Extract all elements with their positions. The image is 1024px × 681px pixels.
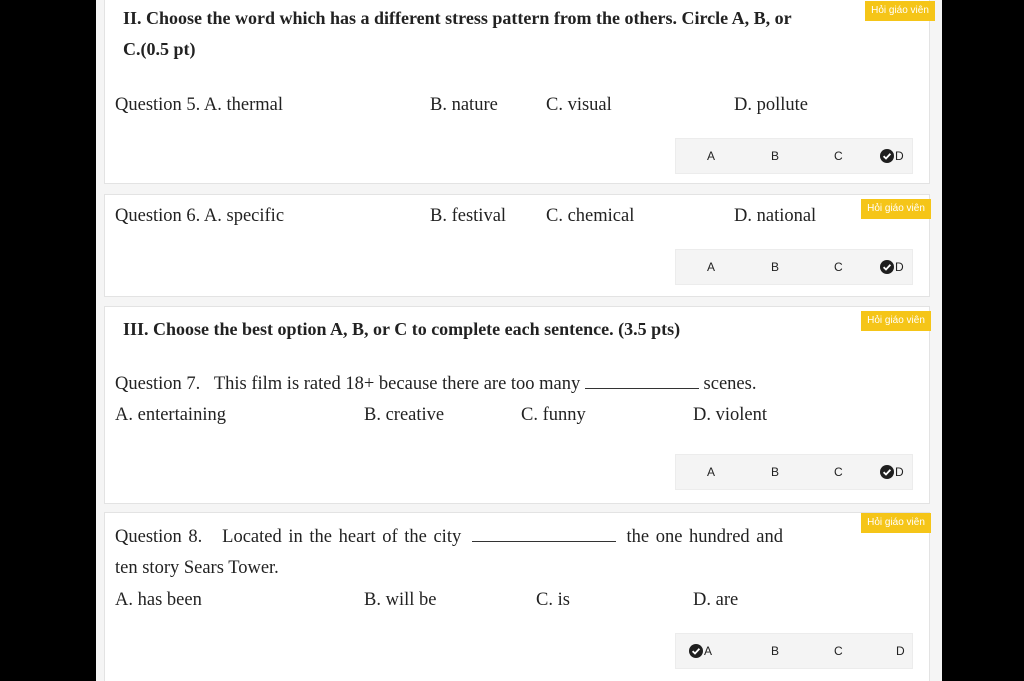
question-6-option-c: C. chemical xyxy=(546,206,635,226)
ask-teacher-button[interactable]: Hỏi giáo viên xyxy=(861,513,931,533)
question-7-option-c: C. funny xyxy=(521,405,586,425)
answer-option-a[interactable]: A xyxy=(707,260,716,274)
question-5-option-b: B. nature xyxy=(430,95,498,115)
answer-option-c[interactable]: C xyxy=(834,644,843,658)
check-circle-icon xyxy=(689,644,703,658)
question-page xyxy=(96,0,942,681)
question-5-stem: Question 5. A. thermal xyxy=(115,95,284,115)
answer-bar xyxy=(675,249,913,285)
question-7-option-d: D. violent xyxy=(693,405,767,425)
answer-option-d-selected[interactable]: D xyxy=(880,139,904,173)
question-8-stem: Question 8. Located in the heart of the city the one hundred and xyxy=(115,527,783,547)
answer-blank xyxy=(585,388,699,389)
question-7-option-b: B. creative xyxy=(364,405,445,425)
question-8-option-d: D. are xyxy=(693,590,739,610)
section-2-title-cont: C.(0.5 pt) xyxy=(123,39,196,59)
section-3-title: III. Choose the best option A, B, or C to complete each sentence. (3.5 pts) xyxy=(123,319,681,339)
answer-bar xyxy=(675,633,913,669)
answer-option-d[interactable]: D xyxy=(896,644,905,658)
question-card-5 xyxy=(104,0,930,184)
question-8-option-a: A. has been xyxy=(115,590,202,610)
question-8-option-c: C. is xyxy=(536,590,570,610)
question-7-option-a: A. entertaining xyxy=(115,405,226,425)
ask-teacher-button[interactable]: Hỏi giáo viên xyxy=(861,199,931,219)
question-8-stem-cont: ten story Sears Tower. xyxy=(115,558,279,578)
answer-option-c[interactable]: C xyxy=(834,465,843,479)
answer-option-b[interactable]: B xyxy=(771,644,780,658)
check-circle-icon xyxy=(880,465,894,479)
answer-option-a-selected[interactable]: A xyxy=(689,634,712,668)
question-8-option-b: B. will be xyxy=(364,590,437,610)
answer-option-c[interactable]: C xyxy=(834,260,843,274)
question-card-8 xyxy=(104,512,930,681)
answer-blank xyxy=(472,541,616,542)
answer-bar xyxy=(675,454,913,490)
answer-option-b[interactable]: B xyxy=(771,465,780,479)
question-card-7 xyxy=(104,306,930,504)
ask-teacher-button[interactable]: Hỏi giáo viên xyxy=(861,311,931,331)
ask-teacher-button[interactable]: Hỏi giáo viên xyxy=(865,1,935,21)
answer-option-c[interactable]: C xyxy=(834,149,843,163)
answer-option-a[interactable]: A xyxy=(707,465,716,479)
answer-bar xyxy=(675,138,913,174)
answer-option-d-selected[interactable]: D xyxy=(880,250,904,284)
answer-option-b[interactable]: B xyxy=(771,260,780,274)
question-card-6 xyxy=(104,194,930,297)
question-6-option-d: D. national xyxy=(734,206,817,226)
question-7-stem: Question 7. This film is rated 18+ because there are too many scenes. xyxy=(115,374,757,394)
question-5-option-d: D. pollute xyxy=(734,95,808,115)
question-6-stem: Question 6. A. specific xyxy=(115,206,285,226)
question-5-option-c: C. visual xyxy=(546,95,612,115)
check-circle-icon xyxy=(880,260,894,274)
answer-option-a[interactable]: A xyxy=(707,149,716,163)
question-6-option-b: B. festival xyxy=(430,206,507,226)
answer-option-d-selected[interactable]: D xyxy=(880,455,904,489)
answer-option-b[interactable]: B xyxy=(771,149,780,163)
section-2-title: II. Choose the word which has a different stress pattern from the others. Circle A, B, or xyxy=(123,8,792,28)
check-circle-icon xyxy=(880,149,894,163)
